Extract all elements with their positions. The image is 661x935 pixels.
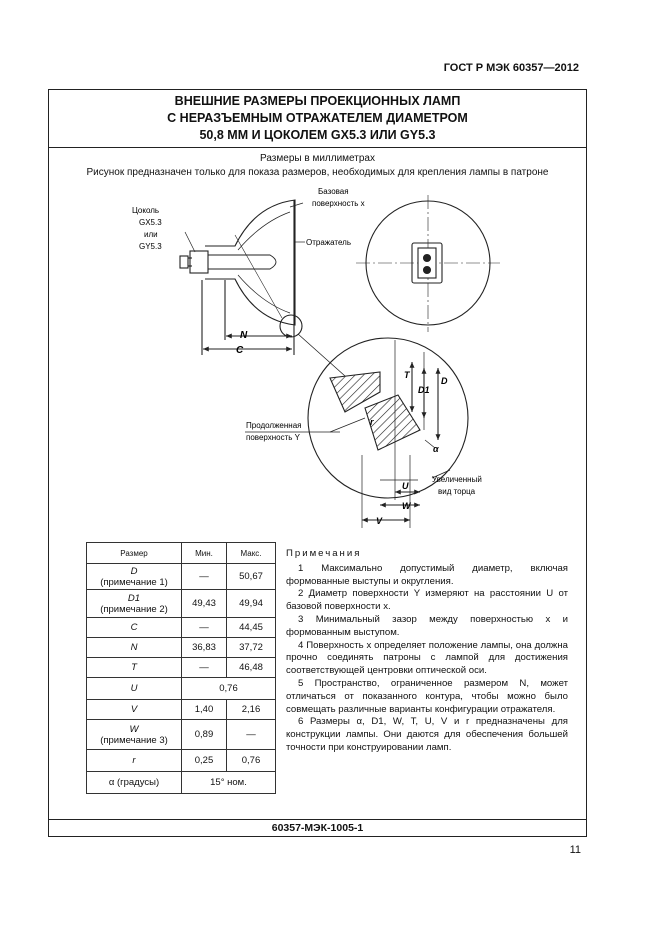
col-size: Размер <box>87 543 182 564</box>
title-line-3: 50,8 ММ И ЦОКОЛЕМ GX5.3 ИЛИ GY5.3 <box>199 128 436 142</box>
title-line-2: С НЕРАЗЪЕМНЫМ ОТРАЖАТЕЛЕМ ДИАМЕТРОМ <box>167 111 468 125</box>
table-row: V 1,40 2,16 <box>87 700 276 720</box>
dim-N-label: N <box>240 330 248 341</box>
title-line-1: ВНЕШНИЕ РАЗМЕРЫ ПРОЕКЦИОННЫХ ЛАМП <box>174 94 461 108</box>
figure-code: 60357-МЭК-1005-1 <box>49 819 586 836</box>
end-view-label-1: Увеличенный <box>432 475 482 484</box>
base-label-2: GX5.3 <box>139 218 162 227</box>
dimensions-table <box>86 542 276 794</box>
dim-D-label: D <box>441 376 448 386</box>
figure-title <box>49 90 586 148</box>
base-surface-label-2: поверхность x <box>312 199 365 208</box>
units-caption: Размеры в миллиметрах <box>260 153 375 164</box>
note-5: 5 Пространство, ограниченное размером N, может отличаться от показанного контура, чтобы можно было совмещать различные варианты конфигурации отражателя. <box>286 677 568 715</box>
table-row: W (примечание 3) 0,89 — <box>87 720 276 750</box>
notes-title: Примечания <box>286 548 362 559</box>
table-row: C — 44,45 <box>87 618 276 638</box>
note-3: 3 Минимальный зазор между поверхностью x и формованным выступом. <box>286 613 568 638</box>
lamp-drawing <box>60 185 510 535</box>
base-label-4: GY5.3 <box>139 242 162 251</box>
front-view <box>356 195 500 332</box>
notes-block <box>286 548 568 755</box>
reflector-outline <box>205 200 295 325</box>
dim-W-label: W <box>402 501 411 511</box>
ext-surface-label-1: Продолженная <box>246 421 302 430</box>
ext-surface-label-2: поверхность Y <box>246 433 301 442</box>
detail-circle <box>280 315 302 337</box>
dim-C-label: C <box>236 345 244 356</box>
dim-D1-label: D1 <box>418 385 430 395</box>
base-surface-label-1: Базовая <box>318 187 349 196</box>
col-min: Мин. <box>182 543 227 564</box>
base-label-3: или <box>144 230 158 239</box>
table-row: U 0,76 <box>87 678 276 700</box>
col-max: Макс. <box>227 543 276 564</box>
purpose-caption: Рисунок предназначен только для показа размеров, необходимых для крепления лампы в патроне <box>86 167 549 178</box>
reflector-label: Отражатель <box>306 238 352 247</box>
base-body <box>190 251 208 273</box>
note-2: 2 Диаметр поверхности Y измеряют на расстоянии U от базовой поверхности x. <box>286 588 568 613</box>
note-6: 6 Размеры α, D1, W, T, U, V и r предназначены для конструкции лампы. Они даются для обеспечения большей точности при конструировании ламп. <box>286 716 568 753</box>
table-row: r 0,25 0,76 <box>87 750 276 772</box>
end-view-label-2: вид торца <box>438 487 476 496</box>
dim-r-label: r <box>370 417 374 427</box>
dim-V-label: V <box>376 516 383 526</box>
table-row: T — 46,48 <box>87 658 276 678</box>
page-number: 11 <box>569 844 581 856</box>
table-row: α (градусы) 15° ном. <box>87 772 276 794</box>
table-row: D (примечание 1) — 50,67 <box>87 564 276 590</box>
dim-T-label: T <box>404 370 410 380</box>
table-row: D1 (примечание 2) 49,43 49,94 <box>87 590 276 618</box>
base-label-1: Цоколь <box>132 206 160 215</box>
note-1: 1 Максимально допустимый диаметр, включая формованные выступы и округления. <box>286 562 568 587</box>
dim-alpha-label: α <box>433 444 439 454</box>
note-4: 4 Поверхность x определяет положение лампы, она должна прочно соединять патроны с лампой для достижения соответствующей центровки оптической оси. <box>286 639 568 677</box>
dim-U-label: U <box>402 481 409 491</box>
standard-number: ГОСТ Р МЭК 60357—2012 <box>443 62 579 74</box>
table-row: N 36,83 37,72 <box>87 638 276 658</box>
side-view <box>180 200 345 376</box>
capsule <box>208 255 276 269</box>
